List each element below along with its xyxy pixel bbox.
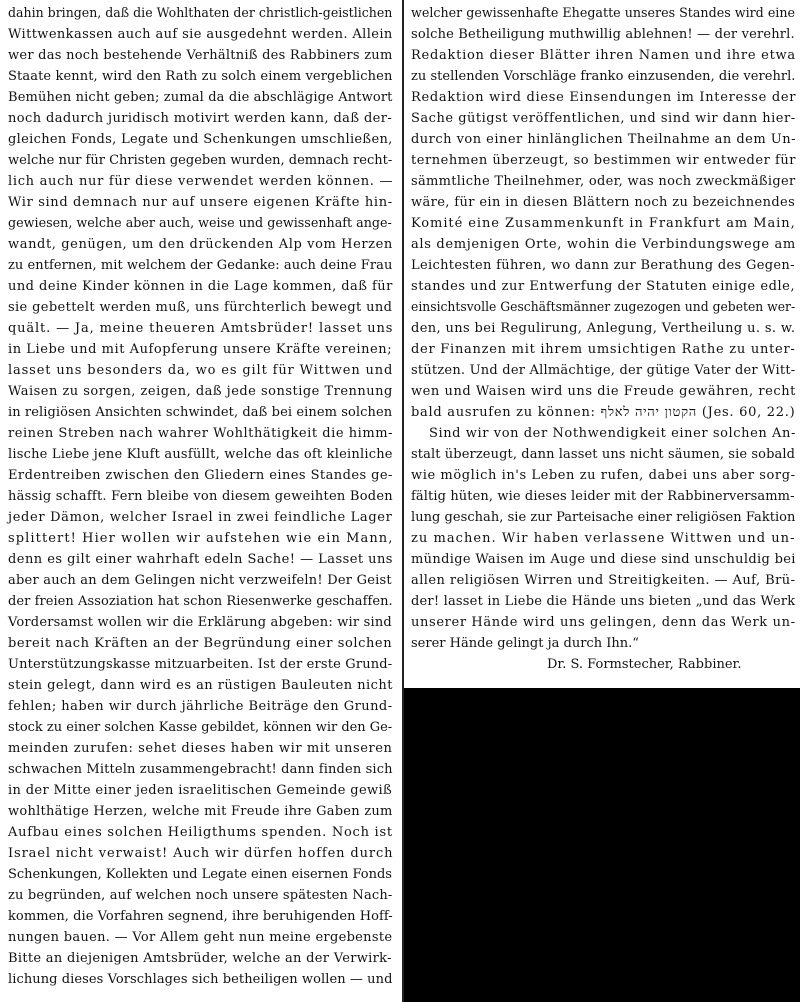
text-line: Erdentreiben zwischen den Gliedern eines Standes ge- bbox=[8, 468, 393, 483]
text-line: Wittwenkassen auch auf sie ausgedehnt werden. Allein bbox=[8, 27, 393, 42]
text-line: lichung dieses Vorschlages sich betheiligen wollen — und bbox=[8, 972, 393, 987]
text-line: durch von einer hinlänglichen Theilnahme an dem Un- bbox=[411, 132, 796, 147]
text-line: welche nur für Christen gegeben wurden, demnach recht- bbox=[8, 153, 393, 168]
text-line: Wir sind demnach nur auf unsere eigenen Kräfte hin- bbox=[8, 195, 393, 210]
text-line: nungen bauen. — Vor Allem geht nun meine ergebenste bbox=[8, 930, 393, 945]
text-line: Waisen zu sorgen, zeigen, daß jede sonstige Trennung bbox=[8, 384, 393, 399]
text-line: lasset uns besonders da, wo es gilt für Wittwen und bbox=[8, 363, 394, 378]
text-line: unserer Hände wird uns gelingen, denn das Werk un- bbox=[411, 615, 796, 630]
text-line: Komité eine Zusammenkunft in Frankfurt am Main, bbox=[411, 216, 796, 231]
text-line: Aufbau eines solchen Heiligthums spenden. Noch ist bbox=[8, 825, 393, 840]
text-line: stützen. Und der Allmächtige, der gütige Vater der Witt- bbox=[411, 363, 796, 378]
text-line: zu entfernen, mit welchem der Gedanke: auch deine Frau bbox=[8, 258, 393, 273]
text-line: Schenkungen, Kollekten und Legate einen eisernen Fonds bbox=[8, 867, 392, 882]
text-line: Bitte an diejenigen Amtsbrüder, welche an der Verwirk- bbox=[8, 951, 392, 966]
text-line: der Finanzen mit ihrem umsichtigen Rathe zu unter- bbox=[411, 342, 796, 357]
text-line: serer Hände gelingt ja durch Ihn.“ bbox=[411, 636, 639, 651]
text-line: Unterstützungskasse mitzuarbeiten. Ist der erste Grund- bbox=[8, 657, 393, 672]
text-line: wie möglich in's Leben zu rufen, dabei uns aber sorg- bbox=[411, 468, 796, 483]
text-line: wäre, für ein in diesen Blättern noch zu bezeichnendes bbox=[411, 195, 796, 210]
text-line: allen religiösen Wirren und Streitigkeiten. — Auf, Brü- bbox=[411, 573, 796, 588]
text-line: stein gelegt, dann wird es an rüstigen Bauleuten nicht bbox=[8, 678, 393, 693]
text-line: Vordersamst wollen wir die Erklärung abgeben: wir sind bbox=[8, 615, 392, 630]
text-line: welcher gewissenhafte Ehegatte unseres Standes wird eine bbox=[411, 6, 796, 21]
text-line: reinen Streben nach wahrer Wohlthätigkeit die himm- bbox=[8, 426, 394, 441]
text-line: zu machen. Wir haben verlassene Wittwen und un- bbox=[411, 531, 796, 546]
text-line: wohlthätige Herzen, welche mit Freude ihre Gaben zum bbox=[8, 804, 393, 819]
text-line: Bemühen nicht geben; zumal da die abschlägige Antwort bbox=[8, 90, 393, 105]
text-line: noch dadurch juridisch motivirt werden kann, daß der- bbox=[8, 111, 393, 126]
text-line: fehlen; haben wir durch jährliche Beiträge den Grund- bbox=[8, 699, 393, 714]
text-line: Redaktion dieser Blätter ihren Namen und ihre etwa bbox=[411, 48, 796, 63]
text-line: bald ausrufen zu können: הקטון יהיה לאלף (Jes. 60, 22.) bbox=[411, 405, 796, 420]
text-line: Sache gütigst veröffentlichen, und sind wir dann hier- bbox=[411, 111, 796, 126]
text-line: stalt überzeugt, dann lasset uns nicht säumen, sie sobald bbox=[411, 447, 796, 462]
text-line: splittert! Hier wollen wir aufstehen wie ein Mann, bbox=[8, 531, 394, 546]
text-line: fältig hüten, wie dieses leider mit der Rabbinerversamm- bbox=[411, 489, 795, 504]
text-line: jeder Dämon, welcher Israel in zwei feindliche Lager bbox=[8, 510, 393, 525]
text-line: hässig schafft. Fern bleibe von diesem geweihten Boden bbox=[8, 489, 393, 504]
text-line: der freien Assoziation hat schon Riesenwerke geschaffen. bbox=[8, 594, 393, 609]
text-line: bereit nach Kräften an der Begründung einer solchen bbox=[8, 636, 393, 651]
text-line: gleichen Fonds, Legate und Schenkungen umschließen, bbox=[8, 132, 393, 147]
text-line: Staate kennt, wird den Rath zu solch einem vergeblichen bbox=[8, 69, 393, 84]
text-line: Leichtesten führen, wo dann zur Berathung des Gegen- bbox=[411, 258, 795, 273]
text-line: wen und Waisen wird uns die Freude gewähren, recht bbox=[411, 384, 796, 399]
text-line: kommen, die Vorfahren segnend, ihre beruhigenden Hoff- bbox=[8, 909, 393, 924]
text-line: Sind wir von der Nothwendigkeit einer solchen An- bbox=[429, 426, 796, 441]
text-line: zu begründen, auf welchen noch unsere spätesten Nach- bbox=[8, 888, 393, 903]
text-line: ternehmen überzeugt, so bestimmen wir entweder für bbox=[411, 153, 797, 168]
text-line: in der Mitte einer jeden israelitischen Gemeinde gewiß bbox=[8, 783, 393, 798]
text-line: stock zu einer solchen Kasse gebildet, können wir den Ge- bbox=[8, 720, 393, 735]
text-line: Israel nicht verwaist! Auch wir dürfen hoffen durch bbox=[8, 846, 394, 861]
text-line: und deine Kinder können in die Lage kommen, daß für bbox=[8, 279, 393, 294]
text-line: solche Betheiligung muthwillig ablehnen! — der verehrl. bbox=[411, 27, 795, 42]
text-line: wer das noch bestehende Verhältniß des Rabbiners zum bbox=[8, 48, 393, 63]
text-line: mündige Waisen im Auge und diese sind unschuldig bei bbox=[411, 552, 796, 567]
text-line: sie gebettelt werden muß, uns fürchterlich bewegt und bbox=[8, 300, 393, 315]
text-line: gewiesen, welche aber auch, weise und gewissenhaft ange- bbox=[8, 216, 392, 231]
text-line: in Liebe und mit Aufopferung unsere Kräfte vereinen; bbox=[8, 342, 393, 357]
text-line: lich auch nur für diese verwendet werden können. — bbox=[8, 174, 394, 189]
text-line: lung geschah, sie zur Parteisache einer religiösen Faktion bbox=[411, 510, 796, 525]
text-line: den, uns bei Regulirung, Anlegung, Vertheilung u. s. w. bbox=[411, 321, 796, 336]
text-line: als demjenigen Orte, wohin die Verbindungswege am bbox=[411, 237, 796, 252]
text-line: einsichtsvolle Geschäftsmänner zugezogen und gebeten wer- bbox=[411, 300, 796, 315]
text-line: dahin bringen, daß die Wohlthaten der christlich-geistlichen bbox=[8, 6, 393, 21]
text-line: sämmtliche Theilnehmer, oder, was noch zweckmäßiger bbox=[411, 174, 796, 189]
text-line: quält. — Ja, meine theueren Amtsbrüder! lasset uns bbox=[8, 321, 394, 336]
text-line: meinden zurufen: sehet dieses haben wir mit unseren bbox=[8, 741, 393, 756]
text-line: standes und zur Entwerfung der Statuten einige edle, bbox=[411, 279, 796, 294]
text-line: wandt, genügen, um den drückenden Alp vom Herzen bbox=[8, 237, 393, 252]
text-line: in religiösen Ansichten schwindet, daß bei einem solchen bbox=[8, 405, 393, 420]
text-line: aber auch an dem Gelingen nicht verzweifeln! Der Geist bbox=[8, 573, 392, 588]
text-line: lische Liebe jene Kluft ausfüllt, welche das oft kleinliche bbox=[8, 447, 393, 462]
text-line: Redaktion wird diese Einsendungen im Interesse der bbox=[411, 90, 797, 105]
author-signature: Dr. S. Formstecher, Rabbiner. bbox=[547, 657, 742, 672]
blacked-out-area bbox=[404, 688, 800, 1002]
text-line: denn es gilt einer wahrhaft edeln Sache! — Lasset uns bbox=[8, 552, 393, 567]
text-line: der! lasset in Liebe die Hände uns bieten „und das Werk bbox=[411, 594, 796, 609]
text-line: schwachen Mitteln zusammengebracht! dann finden sich bbox=[8, 762, 393, 777]
text-line: zu stellenden Vorschläge franko einzusenden, die verehrl. bbox=[411, 69, 796, 84]
